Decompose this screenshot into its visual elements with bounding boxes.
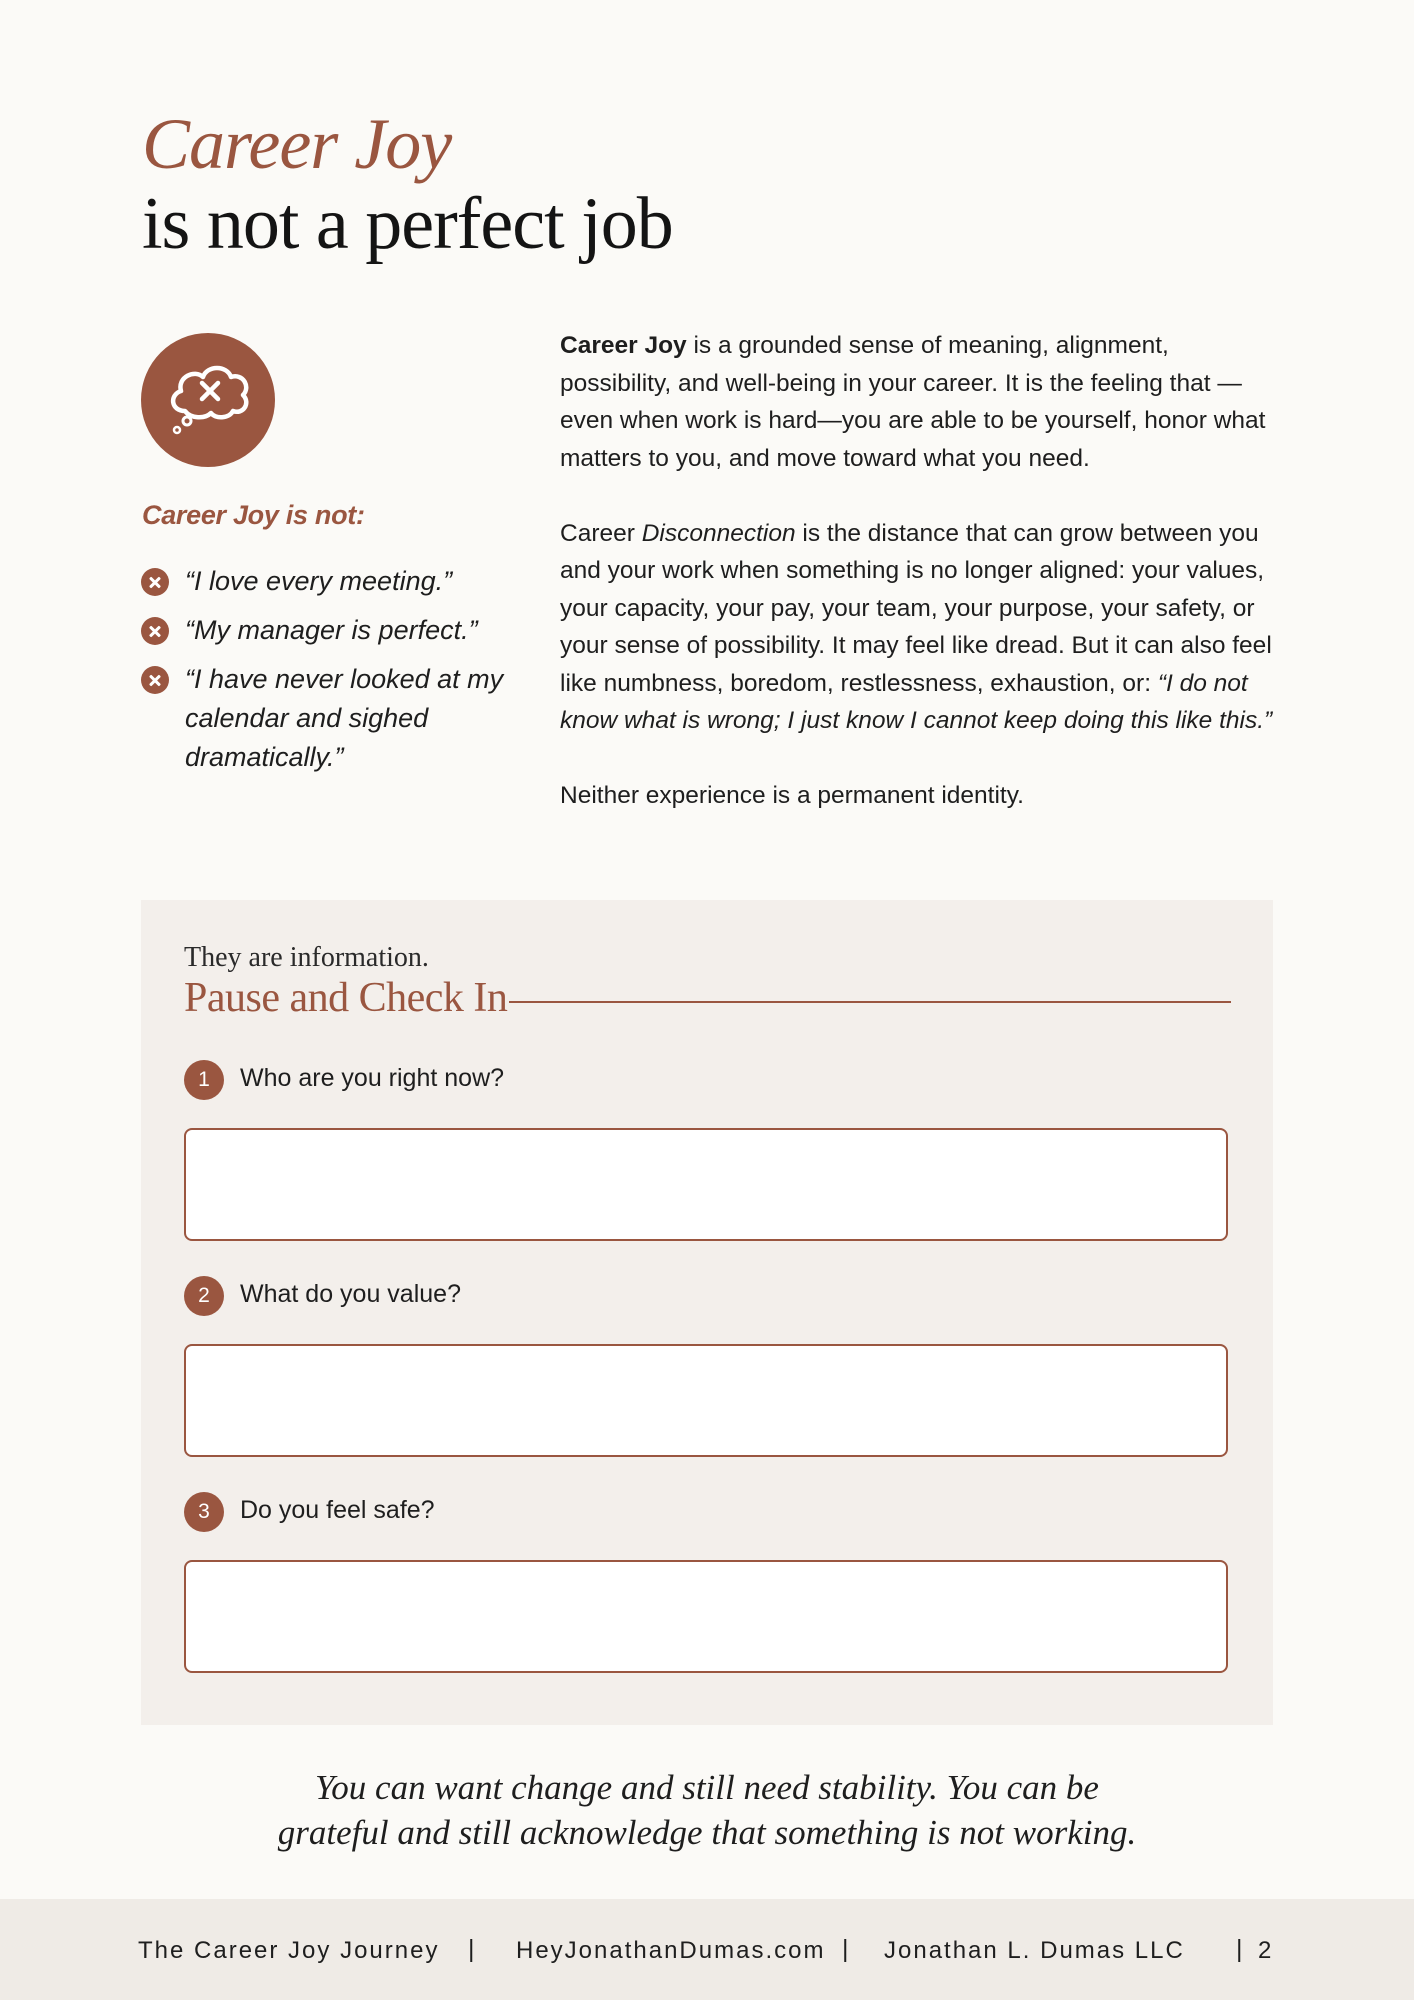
body-text <box>560 327 1280 852</box>
career-joy-term: Career Joy <box>560 332 687 359</box>
closing-quote <box>0 1765 1414 1855</box>
career-joy-text: is a grounded sense of meaning, alignment, possibility, and well-being in your career. It is the feeling that —even when work is hard—you are able to be yourself, honor what matters to you, and move toward what you need. <box>560 332 1266 472</box>
quote-line-2: grateful and still acknowledge that something is not working. <box>277 1813 1137 1852</box>
question-label: What do you value? <box>240 1280 461 1308</box>
answer-field-2[interactable] <box>184 1344 1228 1457</box>
footer <box>0 1899 1414 2000</box>
disconnection-start: Career <box>560 519 642 547</box>
x-circle-icon <box>141 666 169 694</box>
x-circle-icon <box>141 617 169 645</box>
question-number: 2 <box>184 1276 224 1316</box>
check-in-panel <box>141 900 1273 1725</box>
list-item-text: “I love every meeting.” <box>185 566 453 596</box>
thought-cloud-x-icon <box>141 333 275 467</box>
list-item-text: “My manager is perfect.” <box>185 615 478 645</box>
not-list <box>140 562 520 787</box>
question-label: Do you feel safe? <box>240 1496 435 1524</box>
answer-field-3[interactable] <box>184 1560 1228 1673</box>
panel-kicker: They are information. <box>184 942 429 973</box>
page-number: 2 <box>1258 1937 1274 1964</box>
disconnection-quote: “I do not know what is wrong; I just know I cannot keep doing this like this.” <box>560 669 1273 734</box>
question-number: 1 <box>184 1060 224 1100</box>
career-joy-definition <box>560 327 1280 477</box>
footer-separator: | <box>1236 1935 1243 1963</box>
quote-line-1: You can want change and still need stability. You can be <box>315 1768 1099 1807</box>
page-title <box>142 104 673 264</box>
footer-series: The Career Joy Journey <box>138 1937 440 1964</box>
identity-statement: Neither experience is a permanent identity. <box>560 782 1024 809</box>
list-item <box>140 660 520 777</box>
title-main: is not a perfect job <box>142 183 673 265</box>
footer-website: HeyJonathanDumas.com <box>516 1937 826 1964</box>
title-accent: Career Joy <box>142 104 452 184</box>
question-label: Who are you right now? <box>240 1064 505 1092</box>
divider <box>509 1001 1231 1003</box>
disconnection-term: Disconnection <box>641 519 796 547</box>
disconnection-definition <box>560 515 1280 740</box>
not-heading: Career Joy is not: <box>142 500 365 530</box>
footer-separator: | <box>842 1935 849 1963</box>
footer-separator: | <box>468 1935 475 1963</box>
panel-title: Pause and Check In <box>184 975 508 1021</box>
question-number: 3 <box>184 1492 224 1532</box>
list-item-text: “I have never looked at my calendar and sighed dramatically.” <box>185 664 504 772</box>
x-circle-icon <box>141 568 169 596</box>
list-item <box>140 611 520 650</box>
footer-company: Jonathan L. Dumas LLC <box>884 1937 1185 1964</box>
list-item <box>140 562 520 601</box>
answer-field-1[interactable] <box>184 1128 1228 1241</box>
disconnection-text: is the distance that can grow between you and your work when something is no longer aligned: your values, your capacity, your pay, your team, your purpose, your safety, or your sense of possibility. It may feel like dread. But it can also feel like numbness, boredom, restlessness, exhaustion, or: <box>560 519 1272 697</box>
